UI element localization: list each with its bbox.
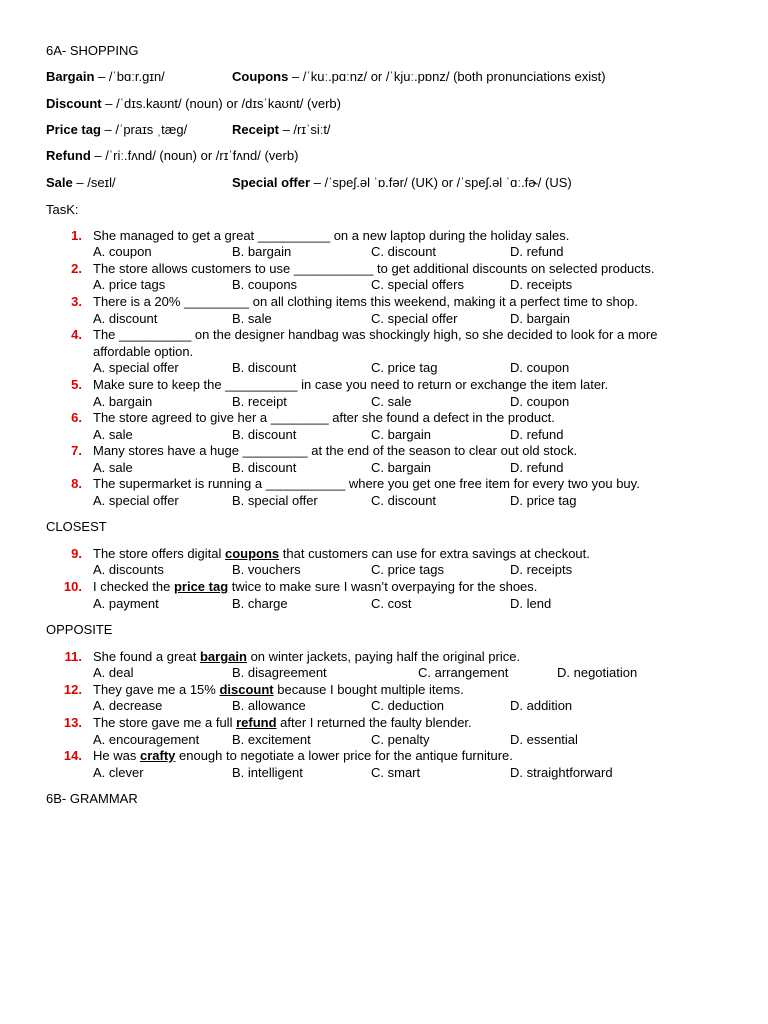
section-title: 6A- SHOPPING xyxy=(46,43,139,58)
option-d: D. lend xyxy=(510,596,552,611)
question-text-post: on winter jackets, paying half the original price. xyxy=(246,649,521,664)
option-c: C. cost xyxy=(371,596,412,611)
option-c: C. penalty xyxy=(371,732,430,747)
option-d: D. negotiation xyxy=(557,665,638,680)
vocab-pron: – /ˈbɑːr.ɡɪn/ xyxy=(94,69,165,84)
option-b: B. charge xyxy=(232,596,288,611)
question-text xyxy=(93,649,520,664)
option-a: A. encouragement xyxy=(93,732,200,747)
vocab-word: Discount xyxy=(46,96,102,111)
option-b: B. discount xyxy=(232,360,297,375)
option-b: B. excitement xyxy=(232,732,311,747)
option-b: B. sale xyxy=(232,311,272,326)
option-c: C. bargain xyxy=(371,427,431,442)
question-text-post: enough to negotiate a lower price for the antique furniture. xyxy=(175,748,513,763)
vocab-line xyxy=(46,122,187,137)
question-text xyxy=(93,748,513,763)
question-text-pre: The store offers digital xyxy=(93,546,225,561)
vocab-line xyxy=(232,175,572,190)
question-text-post: because I bought multiple items. xyxy=(273,682,464,697)
question-text: She managed to get a great __________ on a new laptop during the holiday sales. xyxy=(93,228,570,243)
option-b: B. vouchers xyxy=(232,562,301,577)
vocab-pron: – /ˈdɪs.kaʊnt/ (noun) or /dɪsˈkaʊnt/ (verb) xyxy=(101,96,341,111)
vocab-line xyxy=(46,96,341,111)
option-b: B. special offer xyxy=(232,493,318,508)
option-d: D. refund xyxy=(510,460,564,475)
option-d: D. essential xyxy=(510,732,578,747)
option-a: A. special offer xyxy=(93,493,179,508)
option-d: D. receipts xyxy=(510,277,573,292)
question-text xyxy=(93,715,472,730)
option-d: D. refund xyxy=(510,427,564,442)
question-text-post: after I returned the faulty blender. xyxy=(276,715,472,730)
question-number: 12. xyxy=(63,682,82,697)
question-text xyxy=(93,546,590,561)
vocab-pron: – /seɪl/ xyxy=(72,175,116,190)
question-text: Make sure to keep the __________ in case you need to return or exchange the item later. xyxy=(93,377,609,392)
question-number: 7. xyxy=(71,443,82,458)
option-c: C. special offers xyxy=(371,277,464,292)
option-c: C. special offer xyxy=(371,311,458,326)
vocab-line xyxy=(46,69,165,84)
question-text-pre: I checked the xyxy=(93,579,174,594)
vocab-word: Refund xyxy=(46,148,91,163)
vocab-line xyxy=(232,122,331,137)
question-text-pre: They gave me a 15% xyxy=(93,682,220,697)
keyword: price tag xyxy=(173,579,229,594)
question-text-post: that customers can use for extra savings at checkout. xyxy=(279,546,590,561)
option-b: B. disagreement xyxy=(232,665,327,680)
vocab-word: Receipt xyxy=(232,122,279,137)
question-text: The store allows customers to use ___________ to get additional discounts on selected products. xyxy=(93,261,655,276)
vocab-word: Price tag xyxy=(46,122,101,137)
option-b: B. discount xyxy=(232,427,297,442)
keyword: refund xyxy=(236,715,277,730)
task-label: TasK: xyxy=(46,202,79,217)
option-c: C. bargain xyxy=(371,460,431,475)
question-text-post: twice to make sure I wasn’t overpaying for the shoes. xyxy=(228,579,538,594)
option-b: B. receipt xyxy=(232,394,287,409)
vocab-word: Bargain xyxy=(46,69,95,84)
vocab-pron: – /ˈspeʃ.əl ˈɒ.fər/ (UK) or /ˈspeʃ.əl ˈɑː.fɚ/ (US) xyxy=(310,175,572,190)
option-a: A. deal xyxy=(93,665,134,680)
option-d: D. receipts xyxy=(510,562,573,577)
keyword: bargain xyxy=(199,649,247,664)
question-number: 14. xyxy=(63,748,82,763)
keyword: crafty xyxy=(139,748,176,763)
vocab-pron: – /rɪˈsiːt/ xyxy=(278,122,331,137)
question-number: 13. xyxy=(63,715,82,730)
closest-label: CLOSEST xyxy=(46,519,107,534)
option-b: B. discount xyxy=(232,460,297,475)
question-number: 2. xyxy=(71,261,82,276)
option-a: A. clever xyxy=(93,765,144,780)
option-a: A. sale xyxy=(93,427,133,442)
option-a: A. discounts xyxy=(93,562,164,577)
option-a: A. bargain xyxy=(93,394,153,409)
option-d: D. bargain xyxy=(510,311,570,326)
option-a: A. special offer xyxy=(93,360,179,375)
option-d: D. price tag xyxy=(510,493,577,508)
option-b: B. allowance xyxy=(232,698,306,713)
option-c: C. price tag xyxy=(371,360,438,375)
vocab-word: Special offer xyxy=(232,175,311,190)
vocab-word: Coupons xyxy=(232,69,289,84)
option-c: C. deduction xyxy=(371,698,444,713)
question-text-pre: She found a great xyxy=(93,649,200,664)
vocab-pron: – /ˈkuː.pɑːnz/ or /ˈkjuː.pɒnz/ (both pronunciations exist) xyxy=(288,69,606,84)
option-c: C. arrangement xyxy=(418,665,509,680)
option-a: A. discount xyxy=(93,311,158,326)
question-text-pre: He was xyxy=(93,748,140,763)
option-c: C. discount xyxy=(371,493,437,508)
option-a: A. decrease xyxy=(93,698,163,713)
question-text-pre: The store gave me a full xyxy=(93,715,237,730)
option-a: A. payment xyxy=(93,596,159,611)
option-a: A. coupon xyxy=(93,244,152,259)
opposite-label: OPPOSITE xyxy=(46,622,113,637)
keyword: coupons xyxy=(225,546,280,561)
question-text: Many stores have a huge _________ at the end of the season to clear out old stock. xyxy=(93,443,578,458)
vocab-line xyxy=(232,69,606,84)
vocab-line xyxy=(46,175,116,190)
question-number: 9. xyxy=(71,546,82,561)
vocab-pron: – /ˈpraɪs ˌtæɡ/ xyxy=(100,122,188,137)
question-text xyxy=(93,682,464,697)
option-c: C. price tags xyxy=(371,562,444,577)
question-number: 4. xyxy=(71,327,82,342)
vocab-line xyxy=(46,148,298,163)
question-text xyxy=(93,579,537,594)
question-number: 11. xyxy=(64,649,82,664)
question-number: 1. xyxy=(71,228,82,243)
question-text: The store agreed to give her a ________ after she found a defect in the product. xyxy=(93,410,555,425)
option-d: D. coupon xyxy=(510,394,570,409)
option-b: B. bargain xyxy=(232,244,292,259)
question-text: The supermarket is running a ___________ where you get one free item for every two you buy. xyxy=(93,476,640,491)
option-d: D. refund xyxy=(510,244,564,259)
question-number: 10. xyxy=(63,579,82,594)
option-b: B. coupons xyxy=(232,277,298,292)
question-text: The __________ on the designer handbag was shockingly high, so she decided to look for a more xyxy=(93,327,658,342)
option-c: C. discount xyxy=(371,244,437,259)
option-d: D. coupon xyxy=(510,360,570,375)
vocab-word: Sale xyxy=(46,175,73,190)
option-d: D. straightforward xyxy=(510,765,613,780)
option-c: C. smart xyxy=(371,765,421,780)
option-d: D. addition xyxy=(510,698,573,713)
question-number: 3. xyxy=(71,294,82,309)
question-text: There is a 20% _________ on all clothing items this weekend, making it a perfect time to shop. xyxy=(93,294,638,309)
question-number: 8. xyxy=(71,476,82,491)
question-number: 6. xyxy=(71,410,82,425)
option-a: A. price tags xyxy=(93,277,166,292)
option-a: A. sale xyxy=(93,460,133,475)
option-b: B. intelligent xyxy=(232,765,303,780)
vocab-pron: – /ˈriː.fʌnd/ (noun) or /rɪˈfʌnd/ (verb) xyxy=(90,148,299,163)
question-number: 5. xyxy=(71,377,82,392)
question-text: affordable option. xyxy=(93,344,194,359)
keyword: discount xyxy=(219,682,274,697)
option-c: C. sale xyxy=(371,394,412,409)
grammar-label: 6B- GRAMMAR xyxy=(46,791,138,806)
